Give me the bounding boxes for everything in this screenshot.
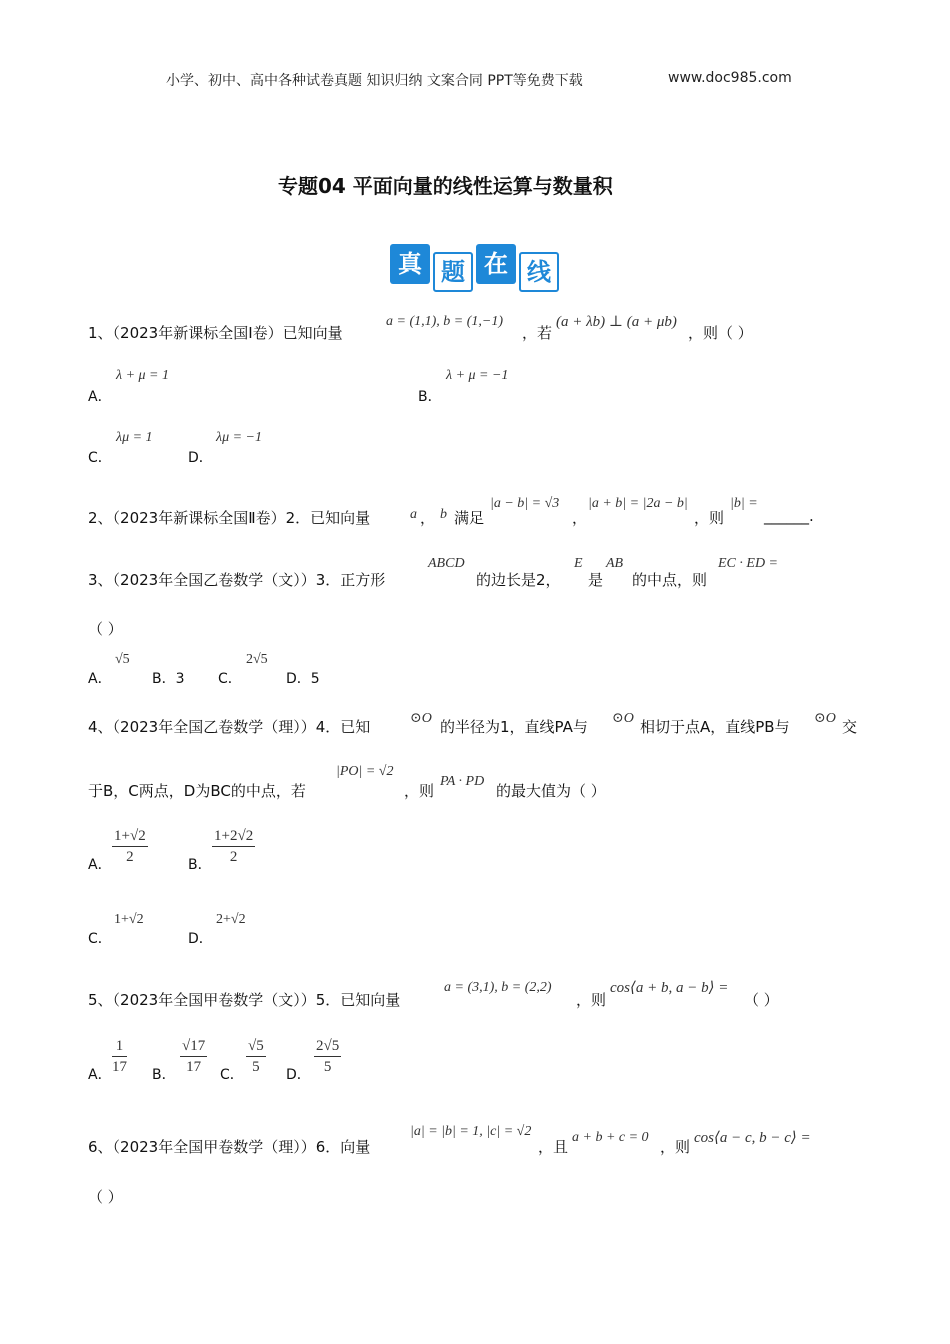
q5-option-b[interactable] <box>180 1036 207 1077</box>
q4-line2-c: 的最大值为（ ） <box>496 782 606 800</box>
q4-option-c[interactable]: 1+√2 <box>114 912 144 927</box>
q2-then: ，则 <box>694 509 725 527</box>
badge-char-4: 线 <box>519 252 559 292</box>
q3-text-1: 的边长是2， <box>476 571 561 589</box>
page-title: 专题04 平面向量的线性运算与数量积 <box>278 174 613 198</box>
q5-option-b-den: 17 <box>186 1059 202 1075</box>
q3-option-d[interactable]: D．5 <box>286 671 320 687</box>
q4-line2-b: ，则 <box>404 782 435 800</box>
q3-paren: （ ） <box>88 620 123 638</box>
q4-line2-a: 于B，C两点，D为BC的中点，若 <box>88 782 306 800</box>
q4-option-c-label[interactable]: C． <box>88 931 112 947</box>
q3-expr: EC · ED = <box>718 556 778 571</box>
q6-prefix: 6、（2023年全国甲卷数学（理））6．向量 <box>88 1138 371 1156</box>
q5-option-c-label[interactable]: C． <box>220 1067 244 1083</box>
q5-option-a-den: 17 <box>112 1059 127 1075</box>
q5-math-vectors: a = (3,1), b = (2,2) <box>444 980 552 995</box>
q4-option-b-num: 1+2√2 <box>212 826 255 847</box>
q1-option-d-label[interactable]: D． <box>188 450 213 466</box>
q1-mid: ，若 <box>522 324 553 342</box>
q6-paren: （ ） <box>88 1188 123 1206</box>
q5-option-b-num: √17 <box>180 1036 207 1057</box>
q2-math-3: |b| = <box>730 496 758 511</box>
q4-option-b-label[interactable]: B． <box>188 857 212 873</box>
q4-line1-c: 相切于点A，直线PB与 <box>640 718 790 736</box>
q3-text-3: 的中点，则 <box>632 571 708 589</box>
header-url[interactable]: www.doc985.com <box>668 70 792 86</box>
q5-math-cos: cos⟨a + b, a − b⟩ = <box>610 980 729 996</box>
badge-char-1: 真 <box>390 244 430 284</box>
q1-math-perp: (a + λb) ⊥ (a + μb) <box>556 314 677 330</box>
q4-line1-b: 的半径为1，直线PA与 <box>440 718 588 736</box>
q4-circle-3: ⊙O <box>814 711 836 726</box>
q3-option-c[interactable]: 2√5 <box>246 652 268 667</box>
q5-option-c-num: √5 <box>246 1036 266 1057</box>
q5-option-d[interactable] <box>314 1036 341 1077</box>
q5-option-c-den: 5 <box>252 1059 260 1075</box>
q2-cond: 满足 <box>454 509 485 527</box>
q6-then: ，则 <box>660 1138 691 1156</box>
q4-circle-1: ⊙O <box>410 711 432 726</box>
q2-math-2: |a + b| = |2a − b| <box>588 496 688 511</box>
q3-option-a-label[interactable]: A． <box>88 671 112 687</box>
q4-line1-d: 交 <box>842 718 858 736</box>
q5-paren: （ ） <box>744 991 779 1009</box>
q1-option-b-label[interactable]: B． <box>418 389 442 405</box>
q2-var-a: a <box>410 507 417 522</box>
q2-sep: ， <box>572 509 588 527</box>
q5-option-d-den: 5 <box>323 1059 332 1075</box>
q4-circle-2: ⊙O <box>612 711 634 726</box>
q3-prefix: 3、（2023年全国乙卷数学（文））3．正方形 <box>88 571 386 589</box>
q2-blank[interactable]: ______. <box>764 507 814 525</box>
q2-comma: ， <box>420 509 436 527</box>
q6-math-2: a + b + c = 0 <box>572 1130 649 1145</box>
q6-text-1: ，且 <box>538 1138 569 1156</box>
q3-point-e: E <box>574 556 583 571</box>
q4-option-b[interactable] <box>212 826 255 867</box>
q5-prefix: 5、（2023年全国甲卷数学（文））5．已知向量 <box>88 991 401 1009</box>
q5-option-d-num: 2√5 <box>314 1036 341 1057</box>
q3-option-a[interactable]: √5 <box>115 652 130 667</box>
q5-option-d-label[interactable]: D． <box>286 1067 311 1083</box>
q2-var-b: b <box>440 507 447 522</box>
q1-option-a-label[interactable]: A． <box>88 389 112 405</box>
q3-square: ABCD <box>428 556 465 571</box>
q1-option-d[interactable]: λμ = −1 <box>216 430 262 445</box>
q4-option-b-den: 2 <box>229 849 238 865</box>
q5-then: ，则 <box>576 991 607 1009</box>
q5-option-a-num: 1 <box>112 1036 127 1057</box>
header-left: 小学、初中、高中各种试卷真题 知识归纳 文案合同 PPT等免费下载 <box>166 73 583 89</box>
badge-char-3: 在 <box>476 244 516 284</box>
q4-po: |PO| = √2 <box>336 764 394 779</box>
q4-option-a-den: 2 <box>126 849 134 865</box>
q1-option-c[interactable]: λμ = 1 <box>116 430 153 445</box>
q3-text-2: 是 <box>588 571 604 589</box>
q2-prefix: 2、（2023年新课标全国Ⅱ卷）2．已知向量 <box>88 509 371 527</box>
q1-prefix: 1、（2023年新课标全国Ⅰ卷）已知向量 <box>88 324 343 342</box>
q1-option-a[interactable]: λ + μ = 1 <box>116 368 169 383</box>
q5-option-a-label[interactable]: A． <box>88 1067 112 1083</box>
q1-option-b[interactable]: λ + μ = −1 <box>446 368 509 383</box>
q4-option-d-label[interactable]: D． <box>188 931 213 947</box>
q1-suffix: ，则（ ） <box>688 324 753 342</box>
q1-option-c-label[interactable]: C． <box>88 450 112 466</box>
q5-option-a[interactable] <box>112 1036 127 1077</box>
q4-option-a-label[interactable]: A． <box>88 857 112 873</box>
q2-math-1: |a − b| = √3 <box>490 496 560 511</box>
q6-math-1: |a| = |b| = 1, |c| = √2 <box>410 1124 532 1139</box>
q4-option-d[interactable]: 2+√2 <box>216 912 246 927</box>
q3-segment-ab: AB <box>606 556 624 571</box>
q5-option-b-label[interactable]: B． <box>152 1067 176 1083</box>
q5-option-c[interactable] <box>246 1036 266 1077</box>
q4-line1-a: 4、（2023年全国乙卷数学（理））4．已知 <box>88 718 371 736</box>
badge-char-2: 题 <box>433 252 473 292</box>
q4-option-a-num: 1+√2 <box>112 826 148 847</box>
q4-option-a[interactable] <box>112 826 148 867</box>
q3-option-b[interactable]: B．3 <box>152 671 185 687</box>
q4-expr: PA · PD <box>440 774 485 789</box>
q6-math-3: cos⟨a − c, b − c⟩ = <box>694 1130 811 1146</box>
q1-math-vectors: a = (1,1), b = (1,−1) <box>386 314 503 329</box>
q3-option-c-label[interactable]: C． <box>218 671 242 687</box>
